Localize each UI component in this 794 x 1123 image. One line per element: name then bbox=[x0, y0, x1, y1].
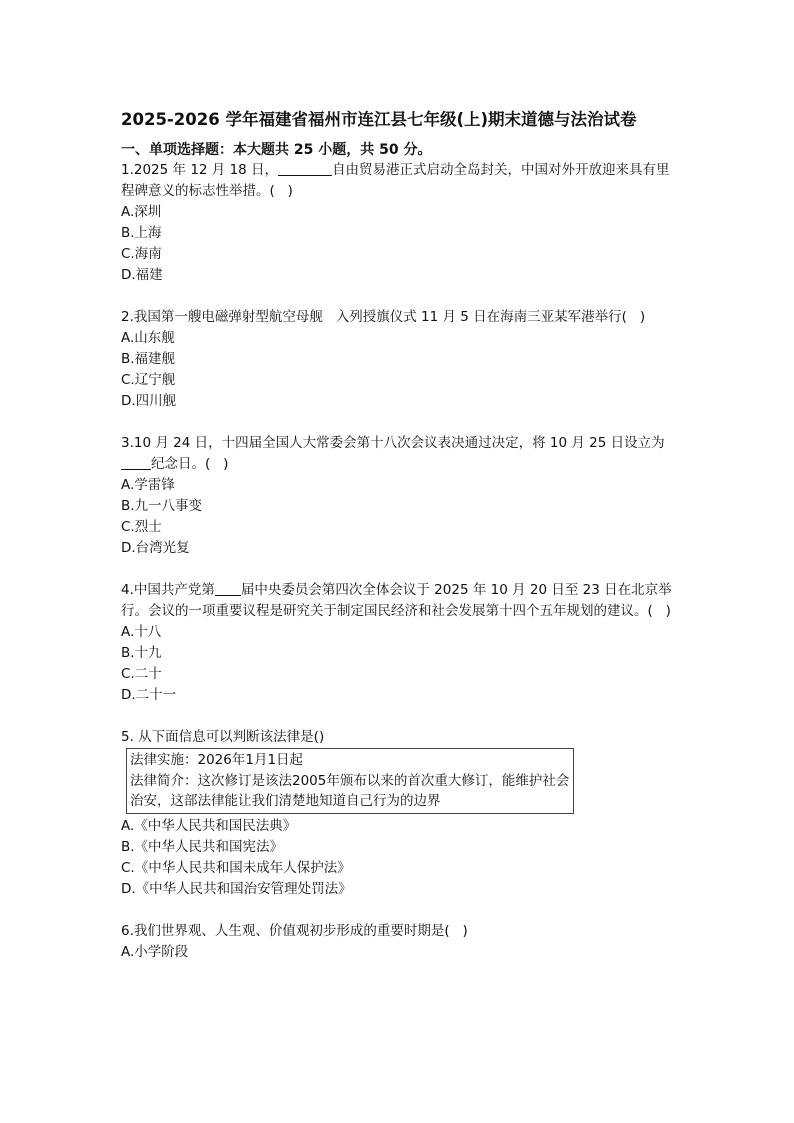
question-1-stem bbox=[121, 160, 681, 202]
option-a: A.小学阶段 bbox=[121, 943, 189, 960]
option-a: A.《中华人民共和国民法典》 bbox=[121, 817, 297, 834]
law-info-line-1: 法律实施：2026年1月1日起 bbox=[130, 752, 304, 768]
option-d: D.四川舰 bbox=[121, 393, 177, 409]
option-c: C.辽宁舰 bbox=[121, 372, 176, 388]
option-d: D.福建 bbox=[121, 267, 163, 283]
answer-blank bbox=[121, 455, 151, 470]
spacer bbox=[121, 286, 681, 307]
question-4-text-post: 届中央委员会第四次全体会议于 2025 年 10 月 20 日至 23 日在北京举行。会议的一项重要议程是研究关于制定国民经济和社会发展第十四个五年规划的建议。( ) bbox=[121, 582, 672, 619]
law-info-line-2: 法律简介：这次修订是该法2005年颁布以来的首次重大修订，能维护社会治安，这部法律能让我们清楚地知道自己行为的边界 bbox=[130, 772, 570, 809]
question-1-text-pre: 1.2025 年 12 月 18 日， bbox=[121, 162, 279, 178]
option-a: A.学雷锋 bbox=[121, 477, 175, 493]
option-b: B.九一八事变 bbox=[121, 498, 203, 514]
option-c: C.烈士 bbox=[121, 519, 162, 535]
option-d: D.台湾光复 bbox=[121, 540, 190, 556]
spacer bbox=[121, 706, 681, 727]
question-3-stem bbox=[121, 433, 681, 475]
section-heading: 一、单项选择题：本大题共 25 小题，共 50 分。 bbox=[121, 142, 432, 158]
question-2 bbox=[121, 307, 681, 412]
spacer bbox=[121, 412, 681, 433]
spacer bbox=[121, 900, 681, 921]
question-1-text-post: 自由贸易港正式启动全岛封关，中国对外开放迎来具有里程碑意义的标志性举措。( ) bbox=[121, 162, 670, 199]
option-b: B.十九 bbox=[121, 645, 162, 661]
question-3-text-post: 纪念日。( ) bbox=[151, 456, 229, 472]
option-d: D.二十一 bbox=[121, 687, 177, 703]
answer-blank bbox=[278, 161, 332, 176]
option-c: C.《中华人民共和国未成年人保护法》 bbox=[121, 859, 351, 876]
answer-blank bbox=[215, 581, 241, 596]
option-d: D.《中华人民共和国治安管理处罚法》 bbox=[121, 880, 352, 897]
option-a: A.深圳 bbox=[121, 204, 162, 220]
question-4-stem bbox=[121, 580, 681, 622]
question-1 bbox=[121, 160, 681, 286]
question-6-stem: 6.我们世界观、人生观、价值观初步形成的重要时期是( ) bbox=[121, 922, 468, 939]
option-b: B.上海 bbox=[121, 225, 162, 241]
question-6 bbox=[121, 921, 681, 963]
question-3 bbox=[121, 433, 681, 559]
question-5 bbox=[121, 727, 681, 900]
question-list bbox=[121, 160, 681, 963]
spacer bbox=[121, 559, 681, 580]
option-b: B.《中华人民共和国宪法》 bbox=[121, 838, 284, 855]
question-3-text-pre: 3.10 月 24 日，十四届全国人大常委会第十八次会议表决通过决定，将 10 月 25 日设立为 bbox=[121, 435, 665, 451]
option-c: C.海南 bbox=[121, 246, 162, 262]
law-info-box bbox=[126, 748, 574, 814]
option-a: A.十八 bbox=[121, 624, 162, 640]
option-a: A.山东舰 bbox=[121, 330, 175, 346]
page-title: 2025-2026 学年福建省福州市连江县七年级(上)期末道德与法治试卷 bbox=[121, 110, 637, 129]
option-c: C.二十 bbox=[121, 666, 162, 682]
question-5-stem: 5. 从下面信息可以判断该法律是() bbox=[121, 729, 325, 745]
option-b: B.福建舰 bbox=[121, 351, 176, 367]
question-4 bbox=[121, 580, 681, 706]
question-4-text-pre: 4.中国共产党第 bbox=[121, 582, 215, 598]
question-2-stem: 2.我国第一艘电磁弹射型航空母舰 入列授旗仪式 11 月 5 日在海南三亚某军港举行( ) bbox=[121, 309, 646, 325]
